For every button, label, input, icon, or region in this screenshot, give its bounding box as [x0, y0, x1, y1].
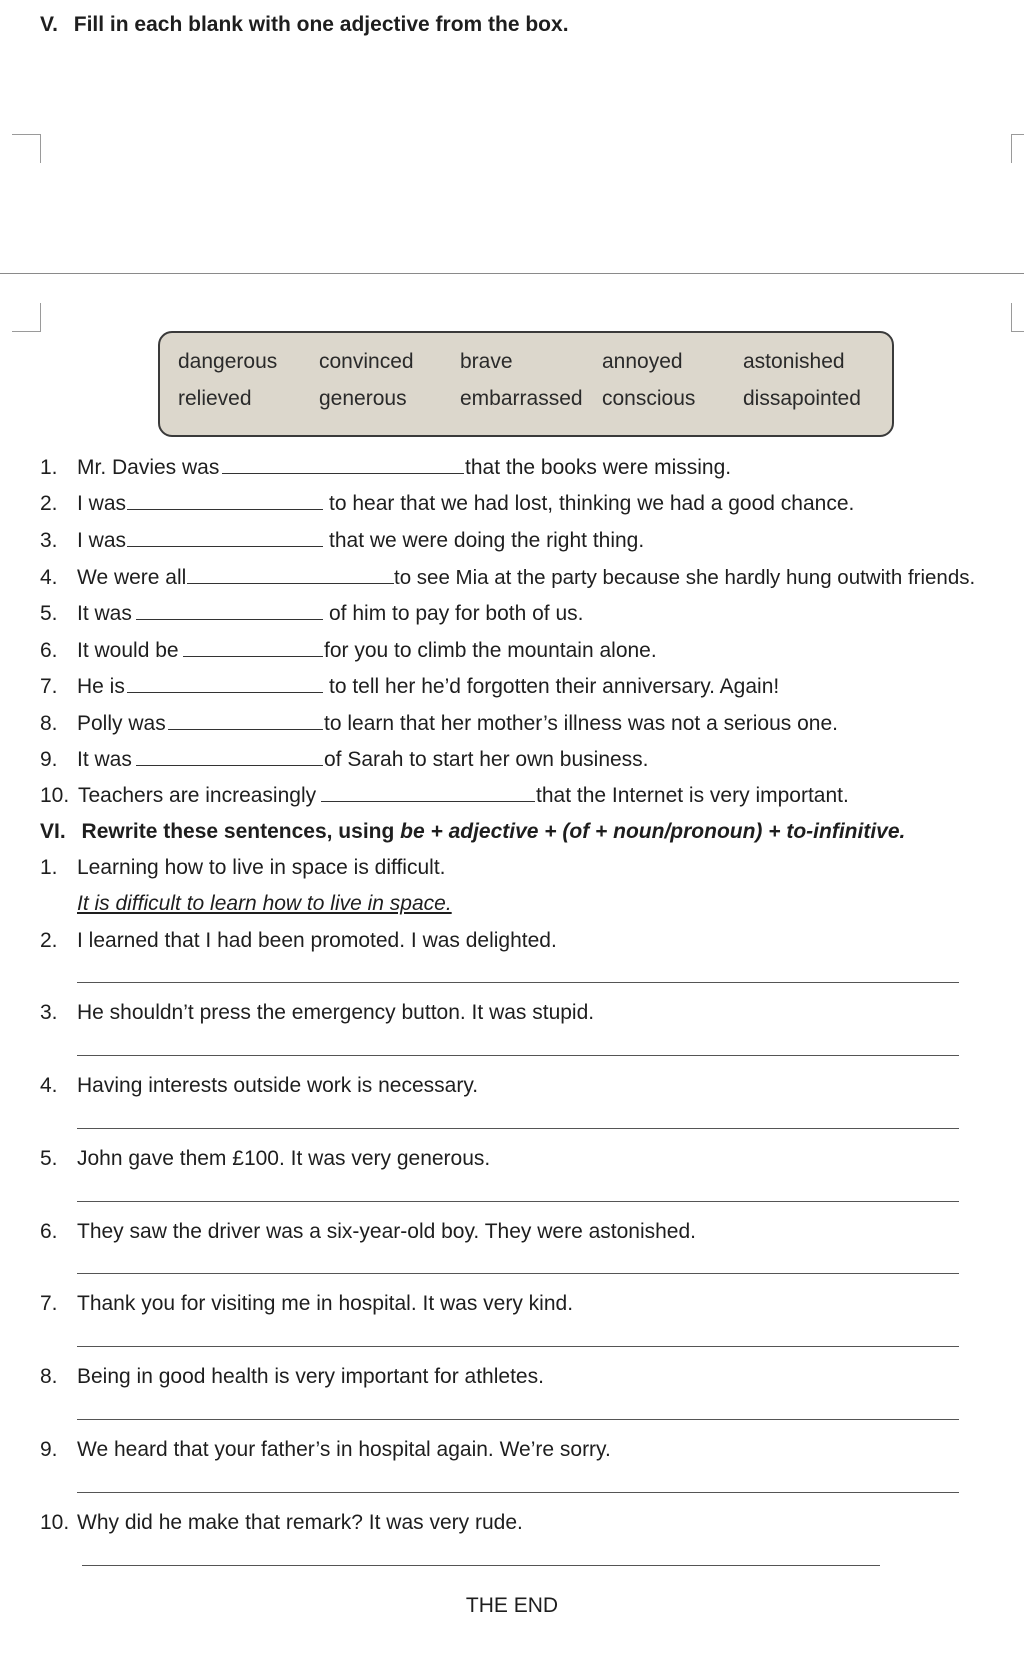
answer-line[interactable] — [77, 1201, 959, 1202]
item-text-after: of him to pay for both of us. — [329, 602, 584, 625]
item-text: I learned that I had been promoted. I was delighted. — [77, 929, 557, 952]
answer-blank[interactable] — [127, 675, 323, 693]
item-number: 8. — [40, 1365, 58, 1388]
word-box-item: astonished — [743, 350, 845, 373]
item-number: 7. — [40, 1292, 58, 1315]
item-text: They saw the driver was a six-year-old boy. They were astonished. — [77, 1220, 696, 1243]
answer-blank[interactable] — [127, 492, 323, 510]
section-vi-title: Rewrite these sentences, using — [81, 820, 401, 843]
item-text-after: that the books were missing. — [465, 456, 732, 479]
page-corner-mark — [1011, 303, 1024, 332]
item-text-after: that we were doing the right thing. — [329, 529, 645, 552]
item-text-before: Mr. Davies was — [77, 456, 220, 479]
item-text-before: I was — [77, 492, 127, 515]
answer-blank[interactable] — [321, 784, 535, 802]
item-text-after: to tell her he’d forgotten their anniversary. Again! — [329, 675, 780, 698]
item-text-after: to hear that we had lost, thinking we had a good chance. — [329, 492, 855, 515]
word-box-item: brave — [460, 350, 513, 373]
page-corner-mark — [1011, 134, 1024, 163]
section-vi-numeral: VI. — [40, 820, 66, 843]
the-end-text: THE END — [465, 1594, 559, 1617]
section-v-title: Fill in each blank with one adjective from the box. — [73, 13, 569, 36]
answer-blank[interactable] — [136, 602, 323, 620]
item-text: We heard that your father’s in hospital again. We’re sorry. — [77, 1438, 611, 1461]
answer-blank[interactable] — [222, 456, 464, 474]
answer-blank[interactable] — [187, 566, 394, 584]
item-text: Having interests outside work is necessary. — [77, 1074, 479, 1097]
answer-blank[interactable] — [183, 639, 323, 657]
item-number: 3. — [40, 529, 58, 552]
item-text-before: It was — [77, 748, 132, 771]
item-number: 4. — [40, 1074, 58, 1097]
word-box-item: annoyed — [602, 350, 683, 373]
answer-line[interactable] — [77, 1346, 959, 1347]
item-text-after: of Sarah to start her own business. — [324, 748, 649, 771]
page-corner-mark — [12, 303, 41, 332]
item-text: Learning how to live in space is difficult. — [77, 856, 446, 879]
item-number: 5. — [40, 602, 58, 625]
item-text: John gave them £100. It was very generous. — [77, 1147, 491, 1170]
item-text-after: to see Mia at the party because she hardly hung outwith friends. — [394, 566, 976, 589]
item-number: 4. — [40, 566, 58, 589]
item-text-before: It was — [77, 602, 132, 625]
item-number: 2. — [40, 492, 58, 515]
item-number: 10. — [40, 1511, 70, 1534]
example-answer: It is difficult to learn how to live in space. — [77, 892, 452, 915]
item-text: Why did he make that remark? It was very rude. — [77, 1511, 523, 1534]
answer-blank[interactable] — [168, 712, 323, 730]
section-v-heading — [40, 13, 569, 37]
item-text: Thank you for visiting me in hospital. It was very kind. — [77, 1292, 574, 1315]
section-v-numeral: V. — [40, 13, 58, 36]
item-number: 9. — [40, 1438, 58, 1461]
section-vi-title-formula: be + adjective + (of + noun/pronoun) + to-infinitive. — [400, 820, 906, 843]
page-corner-mark — [12, 134, 41, 163]
word-box-item: relieved — [178, 387, 252, 410]
item-number: 10. — [40, 784, 70, 807]
answer-line[interactable] — [77, 1419, 959, 1420]
item-number: 2. — [40, 929, 58, 952]
answer-line[interactable] — [77, 1273, 959, 1274]
item-number: 3. — [40, 1001, 58, 1024]
answer-line[interactable] — [82, 1565, 880, 1566]
item-text: Being in good health is very important for athletes. — [77, 1365, 544, 1388]
answer-line[interactable] — [77, 1492, 959, 1493]
item-text-before: We were all — [77, 566, 187, 589]
word-box-item: generous — [319, 387, 407, 410]
item-text-after: for you to climb the mountain alone. — [324, 639, 657, 662]
item-text-before: Polly was — [77, 712, 166, 735]
section-vi-heading — [40, 820, 905, 844]
item-number: 8. — [40, 712, 58, 735]
item-text-before: He is — [77, 675, 125, 698]
item-text: He shouldn’t press the emergency button. It was stupid. — [77, 1001, 595, 1024]
word-box-item: dissapointed — [743, 387, 861, 410]
word-box-item: convinced — [319, 350, 414, 373]
item-number: 7. — [40, 675, 58, 698]
item-text-after: to learn that her mother’s illness was not a serious one. — [324, 712, 838, 735]
item-text-before: It would be — [77, 639, 179, 662]
answer-line[interactable] — [77, 982, 959, 983]
adjective-word-box — [158, 331, 894, 437]
answer-line[interactable] — [77, 1055, 959, 1056]
item-number: 5. — [40, 1147, 58, 1170]
item-number: 1. — [40, 456, 58, 479]
answer-line[interactable] — [77, 1128, 959, 1129]
word-box-item: dangerous — [178, 350, 278, 373]
item-text-after: that the Internet is very important. — [536, 784, 849, 807]
item-number: 6. — [40, 1220, 58, 1243]
answer-blank[interactable] — [127, 529, 323, 547]
item-number: 1. — [40, 856, 58, 879]
item-text-before: I was — [77, 529, 127, 552]
answer-blank[interactable] — [136, 748, 323, 766]
page-separator — [0, 273, 1024, 274]
word-box-item: conscious — [602, 387, 696, 410]
item-text-before: Teachers are increasingly — [78, 784, 317, 807]
item-number: 6. — [40, 639, 58, 662]
word-box-item: embarrassed — [460, 387, 583, 410]
item-number: 9. — [40, 748, 58, 771]
